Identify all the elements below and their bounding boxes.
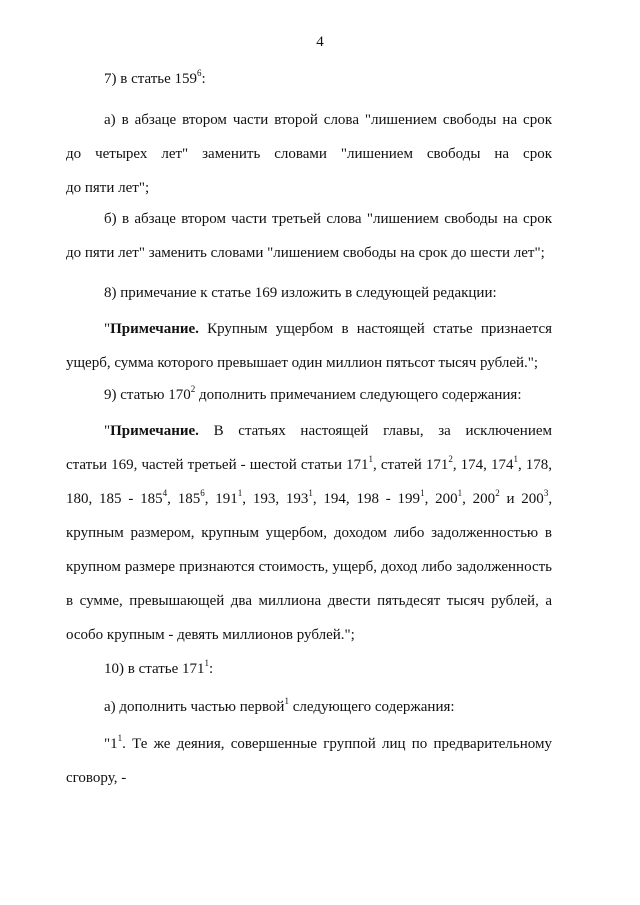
text-run: Крупным ущербом в настоящей статье признается (198, 321, 552, 337)
text-run: " (104, 321, 111, 337)
text-line: 8) примечание к статье 169 изложить в следующей редакции: (104, 285, 497, 301)
superscript: 1 (237, 488, 243, 498)
paragraph-quote-1-1 (66, 727, 552, 795)
superscript: 1 (420, 488, 425, 498)
text-run: , 191 (204, 491, 238, 507)
text-run: , статей 171 (373, 457, 449, 473)
superscript: 6 (197, 68, 202, 78)
text-line: б) в абзаце втором части третьей слова "лишением свободы на срок (104, 211, 552, 227)
text-run: а) дополнить частью первой (104, 699, 285, 715)
superscript: 4 (162, 488, 168, 498)
text-line (66, 727, 552, 761)
text-run: , 174, 174 (452, 457, 514, 473)
text-line: до четырех лет" заменить словами "лишением свободы на срок (66, 146, 552, 162)
text-run: . Те же деяния, совершенные группой лиц по предварительному (122, 736, 552, 752)
text-line: в сумме, превышающей два миллиона двести пятьдесят тысяч рублей, а (66, 593, 552, 609)
text-run: , (548, 491, 553, 507)
superscript: 1 (457, 488, 463, 498)
text-run: , 200 (424, 491, 458, 507)
text-line: крупном размере признаются стоимость, ущерб, доход либо задолженность (66, 559, 552, 575)
superscript: 2 (190, 384, 196, 394)
text-run: статьи 169, частей третьей - шестой статьи 171 (66, 457, 369, 473)
text-line: ущерб, сумма которого превышает один миллион пятьсот тысяч рублей."; (66, 355, 539, 371)
text-line (66, 414, 552, 448)
paragraph-item-10 (66, 652, 552, 686)
text-run: , 193, 193 (242, 491, 309, 507)
paragraph-item-7a (66, 103, 552, 205)
note-heading: Примечание. (110, 321, 199, 337)
text-run: следующего содержания: (288, 699, 455, 715)
text-run: 180, 185 - 185 (66, 491, 163, 507)
text-line: крупным размером, крупным ущербом, доходом либо задолженностью в (66, 525, 552, 541)
text-line: до пяти лет"; (66, 180, 150, 196)
text-line: особо крупным - девять миллионов рублей."; (66, 627, 355, 643)
paragraph-note-170-2 (66, 414, 552, 652)
paragraph-item-9 (66, 378, 552, 412)
superscript: 1 (117, 733, 123, 743)
text-line: а) в абзаце втором части второй слова "лишением свободы на срок (104, 112, 552, 128)
text-run: : (209, 661, 214, 677)
text-run: 7) в статье 159 (104, 71, 198, 87)
text-line (66, 690, 552, 724)
text-line (66, 448, 552, 482)
text-line (66, 312, 552, 346)
text-line: сговору, - (66, 770, 127, 786)
text-run: , 185 (167, 491, 201, 507)
superscript: 1 (204, 658, 210, 668)
page-number: 4 (316, 34, 324, 50)
superscript: 1 (368, 454, 374, 464)
text-line (66, 652, 552, 686)
superscript: 2 (495, 488, 500, 498)
note-heading: Примечание. (110, 423, 199, 439)
paragraph-item-10a (66, 690, 552, 724)
text-run: , 178, (517, 457, 553, 473)
superscript: 1 (284, 696, 289, 706)
paragraph-item-7 (66, 62, 552, 96)
text-run: В статьях настоящей главы, за исключением (198, 423, 552, 439)
superscript: 6 (200, 488, 205, 498)
text-run: "1 (104, 736, 118, 752)
paragraph-item-8 (66, 276, 552, 310)
text-run: и 200 (499, 491, 544, 507)
text-line (66, 482, 552, 516)
superscript: 1 (308, 488, 313, 498)
paragraph-note-169 (66, 312, 552, 380)
text-run: : (201, 71, 206, 87)
superscript: 3 (543, 488, 549, 498)
text-run: , 200 (462, 491, 496, 507)
text-run: " (104, 423, 111, 439)
superscript: 1 (513, 454, 518, 464)
text-line (66, 378, 552, 412)
superscript: 2 (448, 454, 453, 464)
paragraph-item-7b (66, 202, 552, 270)
text-run: дополнить примечанием следующего содержания: (195, 387, 522, 403)
text-line (66, 62, 552, 96)
text-line: до пяти лет" заменить словами "лишением свободы на срок до шести лет"; (66, 245, 545, 261)
text-run: 9) статью 170 (104, 387, 191, 403)
text-run: , 194, 198 - 199 (312, 491, 421, 507)
text-run: 10) в статье 171 (104, 661, 205, 677)
